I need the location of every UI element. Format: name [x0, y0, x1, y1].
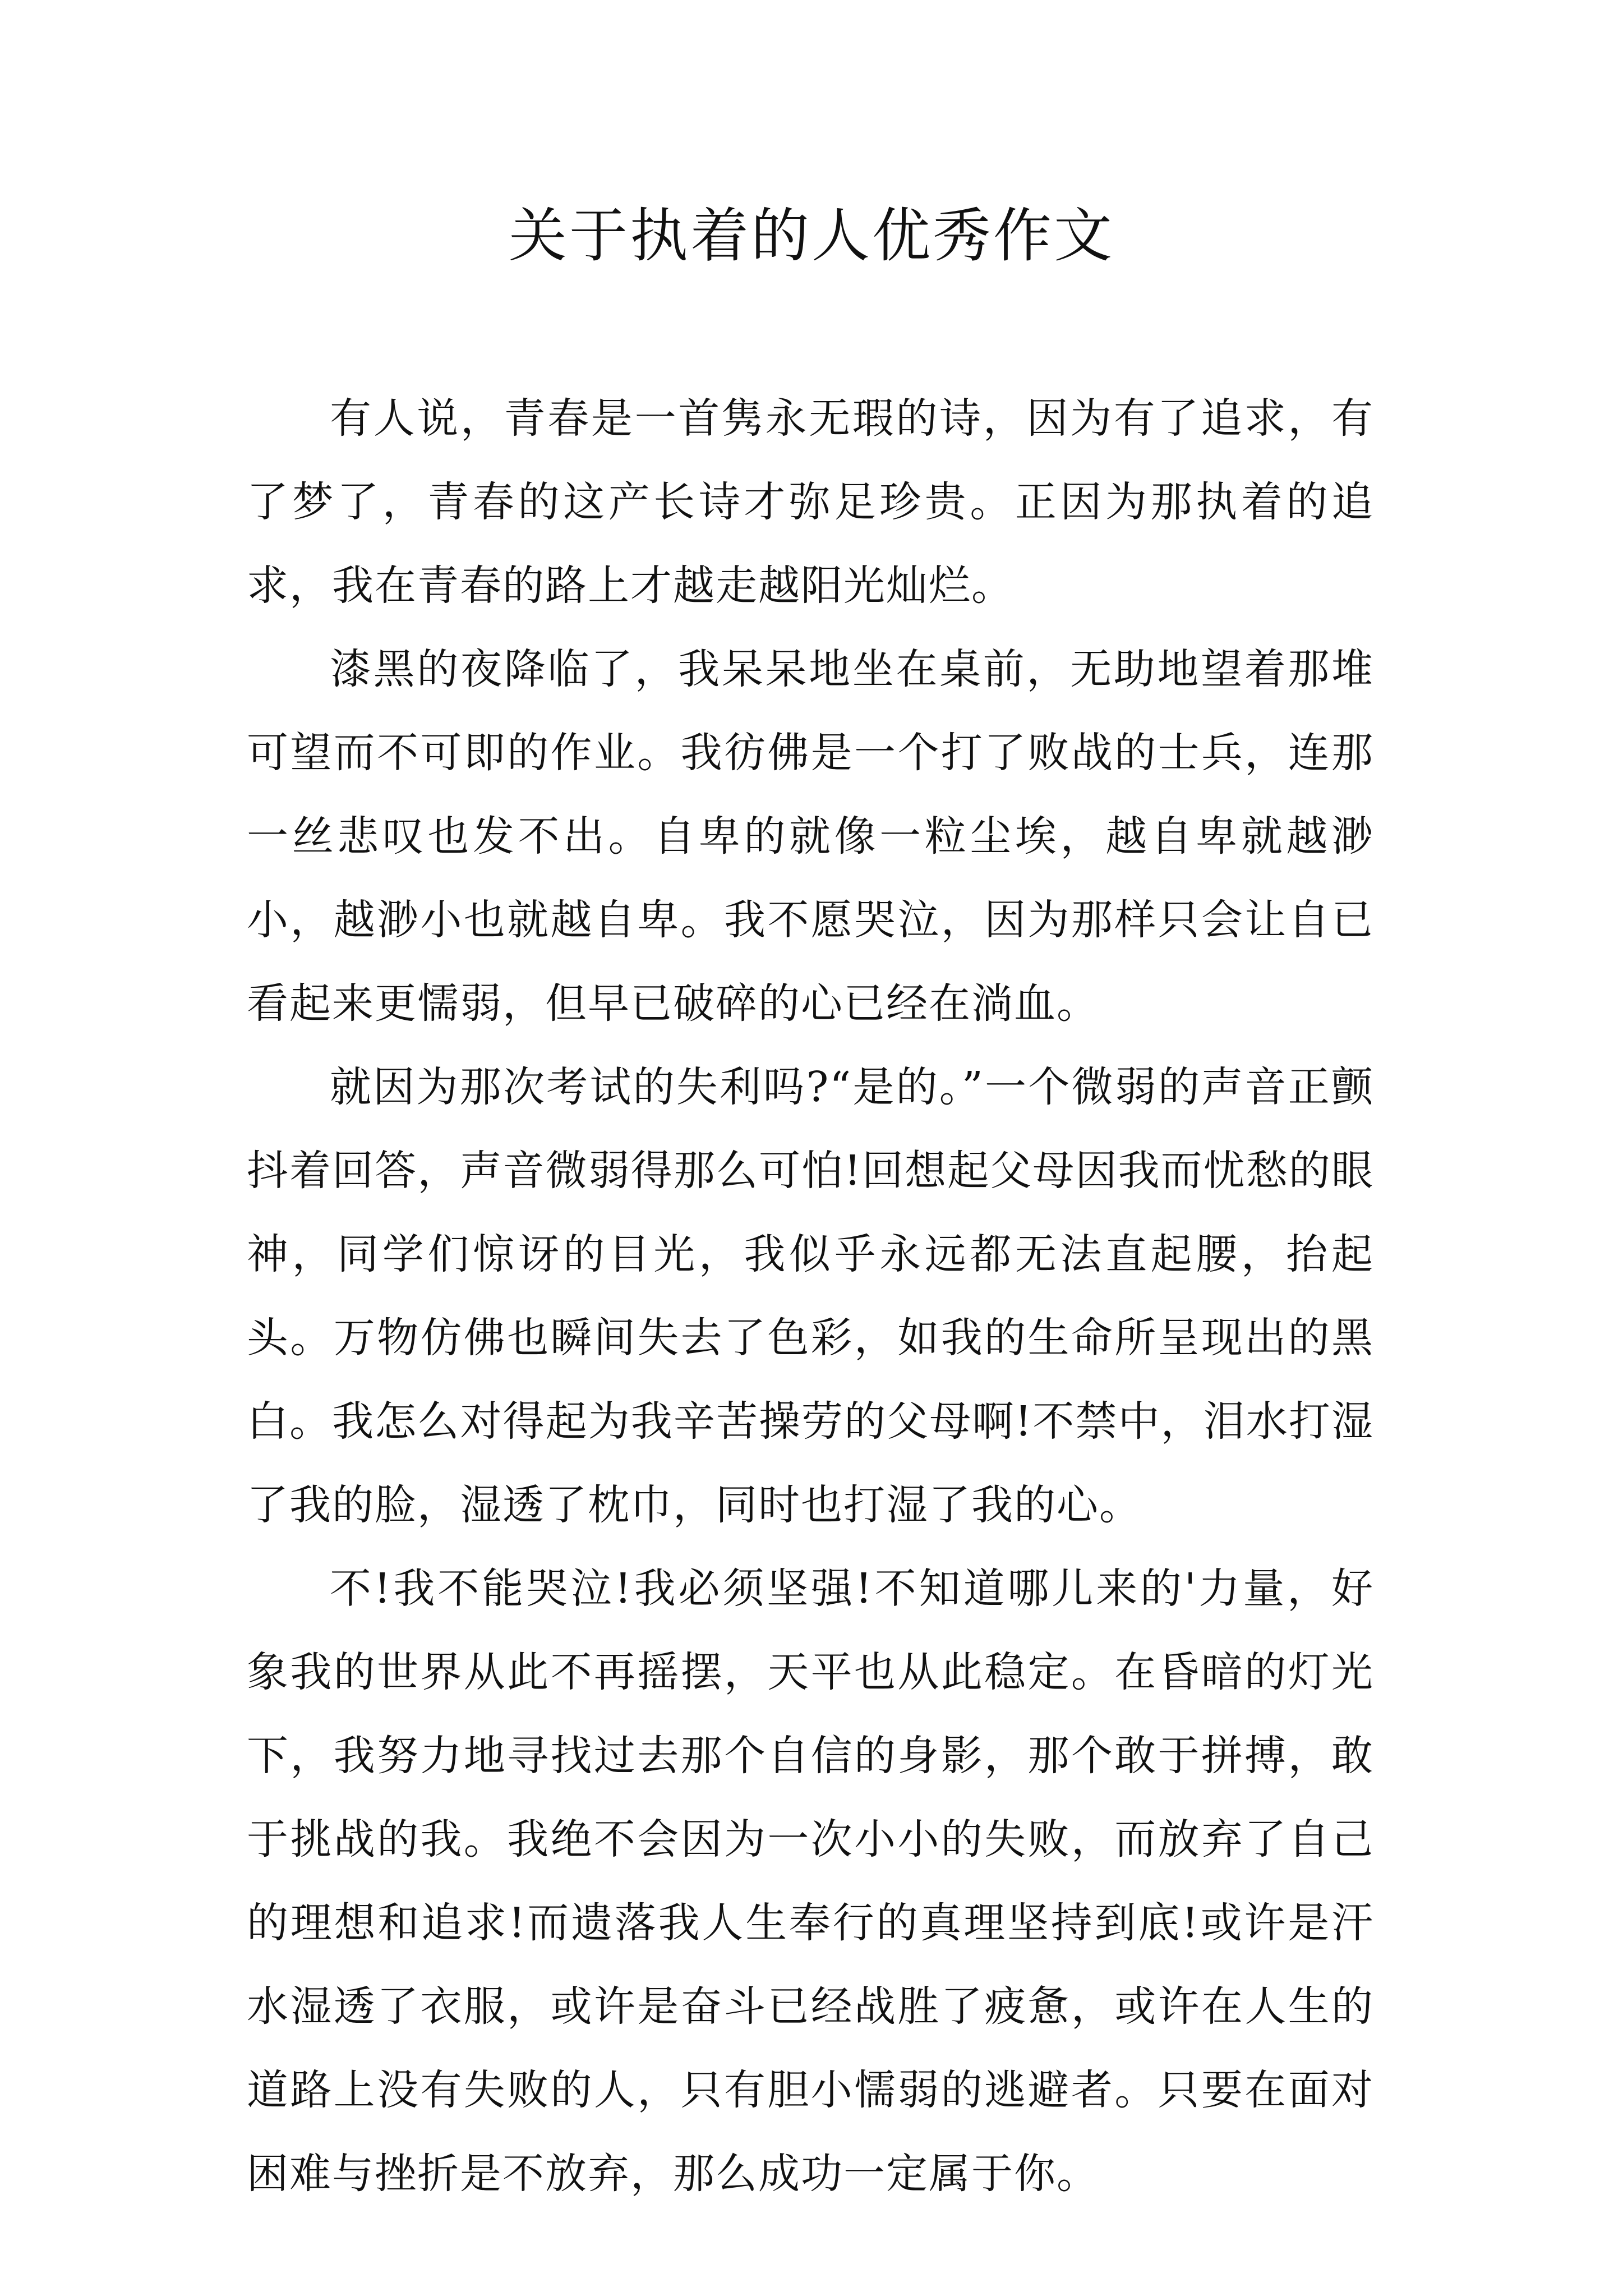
- document-body: [247, 377, 1374, 2216]
- paragraph-1: 有人说，青春是一首隽永无瑕的诗，因为有了追求，有了梦了，青春的这产长诗才弥足珍贵。正因为那执着的追求，我在青春的路上才越走越阳光灿烂。: [247, 394, 1374, 610]
- paragraph-2: 漆黑的夜降临了，我呆呆地坐在桌前，无助地望着那堆可望而不可即的作业。我彷佛是一个打了败战的士兵，连那一丝悲叹也发不出。自卑的就像一粒尘埃，越自卑就越渺小，越渺小也就越自卑。我不愿哭泣，因为那样只会让自已看起来更懦弱，但早已破碎的心已经在淌血。: [247, 645, 1374, 1028]
- paragraph-3: 就因为那次考试的失利吗?“是的。”一个微弱的声音正颤抖着回答，声音微弱得那么可怕!回想起父母因我而忧愁的眼神，同学们惊讶的目光，我似乎永远都无法直起腰，抬起头。万物仿佛也瞬间失去了色彩，如我的生命所呈现出的黑白。我怎么对得起为我辛苦操劳的父母啊!不禁中，泪水打湿了我的脸，湿透了枕巾，同时也打湿了我的心。: [247, 1063, 1374, 1529]
- document-title: 关于执着的人优秀作文: [508, 201, 1114, 270]
- paragraph-4: 不!我不能哭泣!我必须坚强!不知道哪儿来的'力量，好象我的世界从此不再摇摆，天平也从此稳定。在昏暗的灯光下，我努力地寻找过去那个自信的身影，那个敢于拼搏，敢于挑战的我。我绝不会因为一次小小的失败，而放弃了自己的理想和追求!而遗落我人生奉行的真理坚持到底!或许是汗水湿透了衣服，或许是奋斗已经战胜了疲惫，或许在人生的道路上没有失败的人，只有胆小懦弱的逃避者。只要在面对困难与挫折是不放弃，那么成功一定属于你。: [247, 1565, 1374, 2198]
